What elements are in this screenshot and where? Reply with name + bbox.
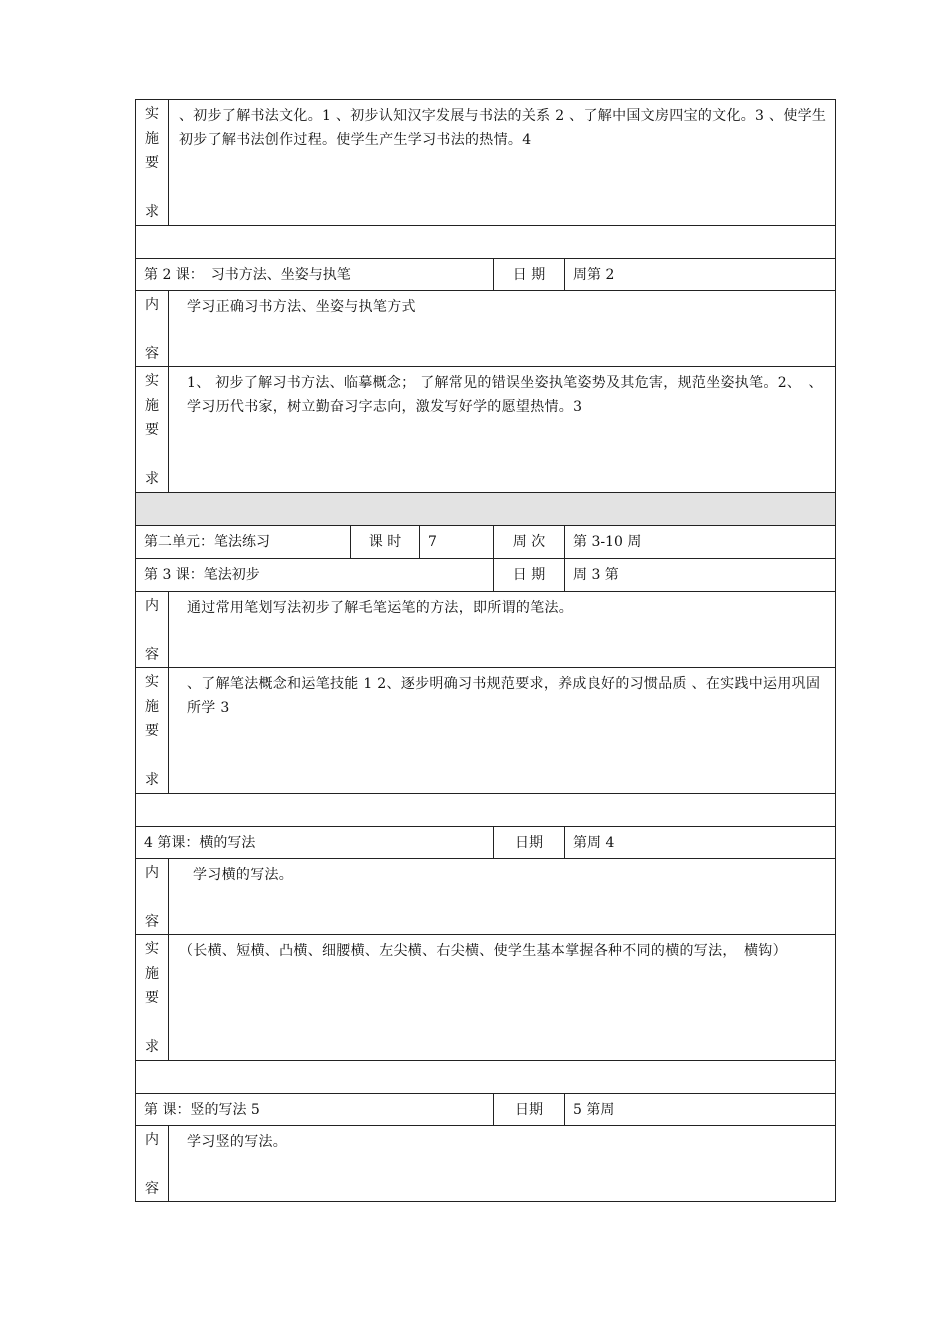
content-label: 内 容 <box>136 592 169 668</box>
week-label: 周 次 <box>494 526 565 559</box>
requirement-row <box>136 100 836 226</box>
lesson-title: 4 第课：横的写法 <box>136 827 494 859</box>
lesson-plan-table <box>135 99 836 1202</box>
requirement-text: （长横、短横、凸横、细腰横、左尖横、右尖横、使学生基本掌握各种不同的横的写法， 横钩） <box>169 935 836 1061</box>
requirement-label: 实 施 要 求 <box>136 935 169 1061</box>
date-value: 5 第周 <box>565 1094 836 1126</box>
content-row <box>136 291 836 367</box>
week-value: 第 3-10 周 <box>565 526 836 559</box>
requirement-label: 实 施 要 求 <box>136 100 169 226</box>
lesson-header-row <box>136 1094 836 1126</box>
date-value: 第周 4 <box>565 827 836 859</box>
requirement-row <box>136 367 836 493</box>
content-text: 学习竖的写法。 <box>169 1126 836 1202</box>
lesson-title: 第 课：竖的写法 5 <box>136 1094 494 1126</box>
spacer-row <box>136 1061 836 1094</box>
lesson-header-row <box>136 259 836 291</box>
hours-value: 7 <box>420 526 494 559</box>
requirement-label: 实 施 要 求 <box>136 367 169 493</box>
requirement-text: 、初步了解书法文化。1 、初步认知汉字发展与书法的关系 2 、了解中国文房四宝的文化。3 、使学生初步了解书法创作过程。使学生产生学习书法的热情。4 <box>169 100 836 226</box>
requirement-text: 、了解笔法概念和运笔技能 1 2、逐步明确习书规范要求，养成良好的习惯品质 、在实践中运用巩固所学 3 <box>169 668 836 794</box>
unit-title: 第二单元：笔法练习 <box>136 526 351 559</box>
requirement-label: 实 施 要 求 <box>136 668 169 794</box>
content-row <box>136 592 836 668</box>
content-row <box>136 1126 836 1202</box>
lesson-title: 第 2 课： 习书方法、坐姿与执笔 <box>136 259 494 291</box>
spacer-row <box>136 226 836 259</box>
lesson-title: 第 3 课：笔法初步 <box>136 559 494 592</box>
requirement-text: 1、 初步了解习书方法、临摹概念； 了解常见的错误坐姿执笔姿势及其危害，规范坐姿执笔。2、 、学习历代书家，树立勤奋习字志向，激发写好学的愿望热情。3 <box>169 367 836 493</box>
hours-label: 课 时 <box>351 526 420 559</box>
content-text: 通过常用笔划写法初步了解毛笔运笔的方法，即所谓的笔法。 <box>169 592 836 668</box>
content-label: 内 容 <box>136 1126 169 1202</box>
spacer-row <box>136 794 836 827</box>
lesson-header-row <box>136 559 836 592</box>
content-text: 学习横的写法。 <box>169 859 836 935</box>
date-value: 周第 2 <box>565 259 836 291</box>
date-label: 日期 <box>494 1094 565 1126</box>
content-label: 内 容 <box>136 859 169 935</box>
lesson-header-row <box>136 827 836 859</box>
spacer-row <box>136 493 836 526</box>
date-value: 周 3 第 <box>565 559 836 592</box>
date-label: 日 期 <box>494 259 565 291</box>
content-row <box>136 859 836 935</box>
requirement-row <box>136 668 836 794</box>
unit-header-row <box>136 526 836 559</box>
content-text: 学习正确习书方法、坐姿与执笔方式 <box>169 291 836 367</box>
date-label: 日期 <box>494 827 565 859</box>
date-label: 日 期 <box>494 559 565 592</box>
content-label: 内 容 <box>136 291 169 367</box>
requirement-row <box>136 935 836 1061</box>
